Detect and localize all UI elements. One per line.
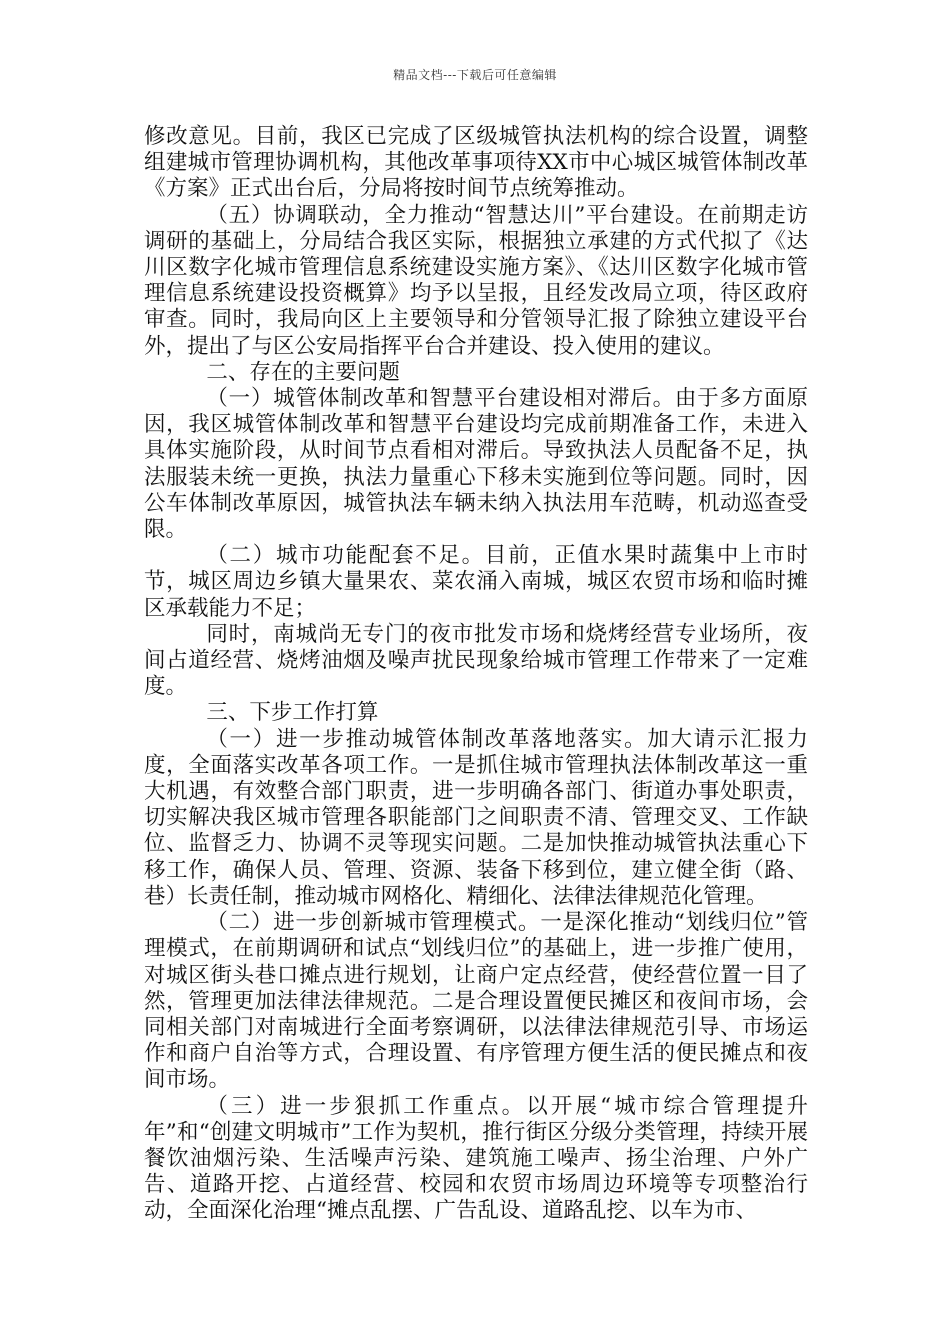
paragraph-plan-1: （一）进一步推动城管体制改革落地落实。加大请示汇报力度，全面落实改革各项工作。一是抓住城市管理执法体制改革这一重大机遇，有效整合部门职责，进一步明确各部门、街道办事处职责，切实解决我区城市管理各职能部门之间职责不清、管理交叉、工作缺位、监督乏力、协调不灵等现实问题。二是加快推动城管执法重心下移工作，确保人员、管理、资源、装备下移到位，建立健全街（路、巷）长责任制，推动城市网格化、精细化、法律法律规范化管理。 [144,726,808,909]
paragraph-problem-2-cont: 同时，南城尚无专门的夜市批发市场和烧烤经营专业场所，夜间占道经营、烧烤油烟及噪声扰民现象给城市管理工作带来了一定难度。 [144,621,808,700]
paragraph-problem-1: （一）城管体制改革和智慧平台建设相对滞后。由于多方面原因，我区城管体制改革和智慧平台建设均完成前期准备工作，未进入具体实施阶段，从时间节点看相对滞后。导致执法人员配备不足，执法服装未统一更换，执法力量重心下移未实施到位等问题。同时，因公车体制改革原因，城管执法车辆未纳入执法用车范畴，机动巡查受限。 [144,386,808,543]
document-body [144,124,808,1225]
paragraph-problem-2: （二）城市功能配套不足。目前，正值水果时蔬集中上市时节，城区周边乡镇大量果农、菜农涌入南城，城区农贸市场和临时摊区承载能力不足； [144,543,808,621]
paragraph-smart-platform: （五）协调联动，全力推动“智慧达川”平台建设。在前期走访调研的基础上，分局结合我区实际，根据独立承建的方式代拟了《达川区数字化城市管理信息系统建设实施方案》、《达川区数字化城市管理信息系统建设投资概算》均予以呈报，且经发改局立项，待区政府审查。同时，我局向区上主要领导和分管领导汇报了除独立建设平台外，提出了与区公安局指挥平台合并建设、投入使用的建议。 [144,202,808,359]
paragraph-plan-2: （二）进一步创新城市管理模式。一是深化推动“划线归位”管理模式，在前期调研和试点“划线归位”的基础上，进一步推广使用，对城区街头巷口摊点进行规划，让商户定点经营，使经营位置一目了然，管理更加法律法律规范。二是合理设置便民摊区和夜间市场，会同相关部门对南城进行全面考察调研，以法律法律规范引导、市场运作和商户自治等方式，合理设置、有序管理方便生活的便民摊点和夜间市场。 [144,910,808,1093]
section-heading-next-steps: 三、下步工作打算 [206,700,379,726]
paragraph-plan-3: （三）进一步狠抓工作重点。以开展“城市综合管理提升年”和“创建文明城市”工作为契机，推行街区分级分类管理，持续开展餐饮油烟污染、生活噪声污染、建筑施工噪声、扬尘治理、户外广告、道路开挖、占道经营、校园和农贸市场周边环境等专项整治行动，全面深化治理“摊点乱摆、广告乱设、道路乱挖、以车为市、 [144,1093,808,1224]
page-header: 精品文档---下载后可任意编辑 [393,68,557,82]
section-heading-problems: 二、存在的主要问题 [206,359,400,385]
paragraph-continuation: 修改意见。目前，我区已完成了区级城管执法机构的综合设置，调整组建城市管理协调机构，其他改革事项待XX市中心城区城管体制改革《方案》正式出台后，分局将按时间节点统筹推动。 [144,124,808,202]
